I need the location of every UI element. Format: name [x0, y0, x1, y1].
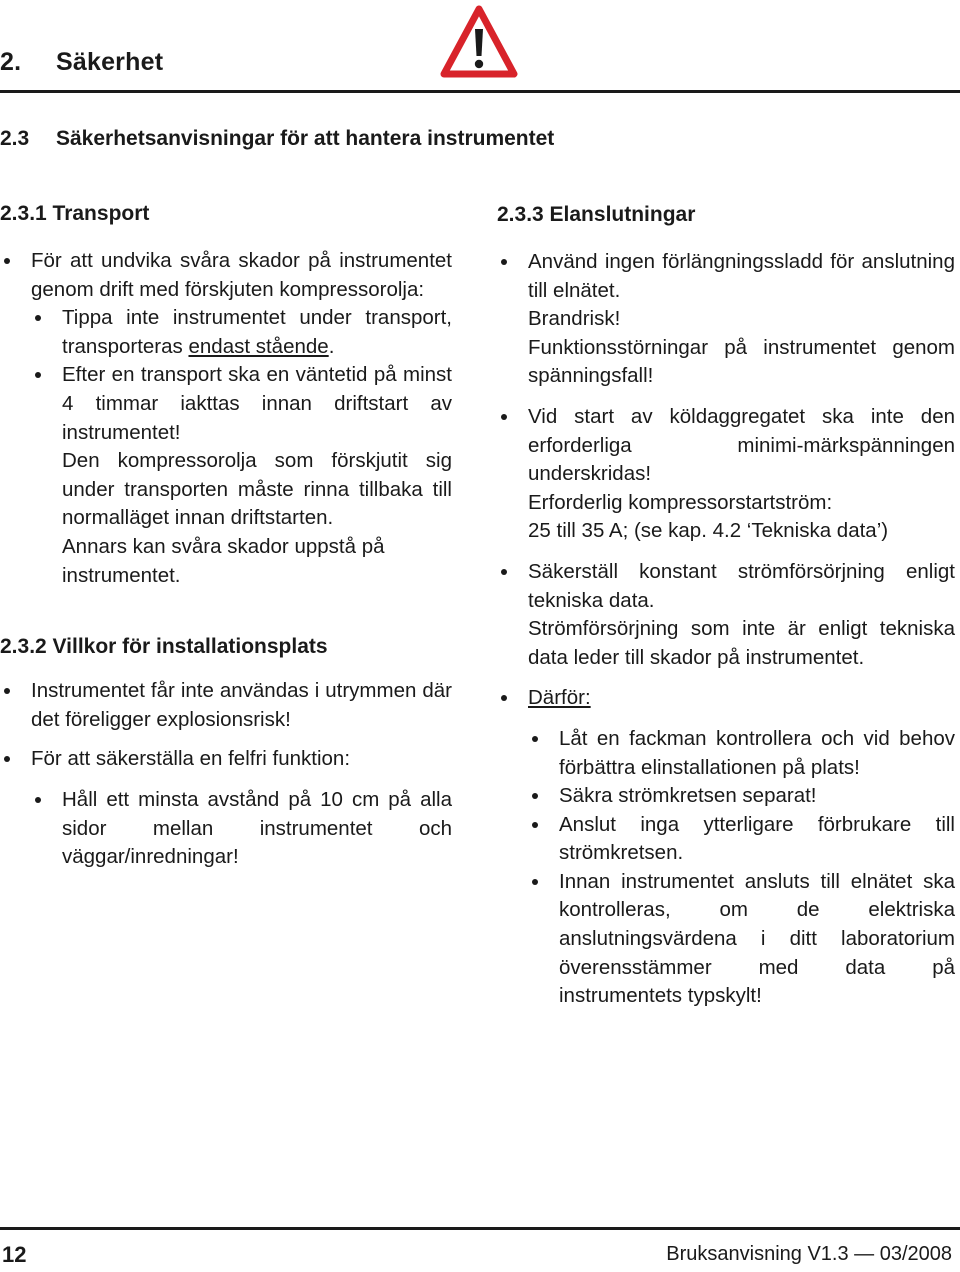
connections-bullet-3-p2: Strömförsörjning som inte är enligt tekniska data leder till skador på instrumentet.: [528, 617, 955, 669]
transport-bullet-text: För att undvika svåra skador på instrumentet genom drift med förskjuten kompressorolja:: [31, 249, 452, 301]
connections-sub-bullet-4: [528, 868, 955, 1011]
connections-sub-bullet-3: [528, 811, 955, 868]
section-number: 2.3: [0, 127, 30, 150]
connections-bullet-1: [497, 248, 955, 391]
transport-sub-1-text: [62, 304, 452, 361]
connections-bullet-4-text: Därför:: [528, 686, 591, 710]
transport-sub-2-p2: Den kompressorolja som förskjutit sig under transporten måste rinna tillbaka till normalläget innan driftstarten.: [62, 449, 452, 530]
installation-bullet-2: [0, 745, 452, 774]
connections-sub-4-text: Innan instrumentet ansluts till elnätet ska kontrolleras, om de elektriska anslutningsvärdena i ditt laboratorium överensstämmer med data på instrumentets typskylt!: [559, 869, 955, 1008]
connections-sub-bullet-1: [528, 725, 955, 782]
transport-sub-1-underlined: endast stående: [188, 334, 329, 358]
chapter-title: [0, 48, 163, 77]
installation-sub-text: Håll ett minsta avstånd på 10 cm på alla sidor mellan instrumentet och väggar/inredningar!: [62, 787, 452, 869]
connections-bullet-2: [497, 403, 955, 546]
connections-bullet-2-p1: Vid start av köldaggregatet ska inte den erforderliga minimi-märkspänningen underskridas!: [528, 404, 955, 486]
connections-bullet-3-p1: Säkerställ konstant strömförsörjning enligt tekniska data.: [528, 559, 955, 612]
connections-bullet-1-p2: Brandrisk!: [528, 307, 621, 331]
installation-bullet-1: [0, 677, 452, 734]
transport-bullet: [0, 247, 452, 304]
connections-bullet-1-p3: Funktionsstörningar på instrumentet genom spänningsfall!: [528, 335, 955, 388]
chapter-title-text: Säkerhet: [56, 48, 164, 76]
page-number: 12: [2, 1242, 27, 1267]
connections-bullet-4: [497, 684, 955, 713]
installation-bullet-1-text: Instrumentet får inte användas i utrymmen där det föreligger explosionsrisk!: [31, 679, 452, 731]
section-heading: [0, 127, 554, 151]
connections-bullet-2-p3: 25 till 35 A; (se kap. 4.2 ‘Tekniska data’): [528, 519, 889, 543]
connections-bullet-1-p1: Använd ingen förlängningssladd för anslutning till elnätet.: [528, 250, 955, 302]
connections-heading: 2.3.3 Elanslutningar: [497, 203, 696, 226]
transport-sub-2-p1: Efter en transport ska en väntetid på minst 4 timmar iakttas innan driftstart av instrumentet!: [62, 363, 452, 444]
document-info: Bruksanvisning V1.3 — 03/2008: [666, 1243, 952, 1265]
right-column: [497, 201, 955, 1011]
warning-triangle-icon: [440, 4, 518, 80]
transport-sub-bullet-2: [31, 361, 452, 590]
connections-sub-bullet-2: [528, 782, 955, 811]
connections-sub-3-text: Anslut inga ytterligare förbrukare till strömkretsen.: [559, 812, 955, 865]
chapter-number: 2.: [0, 48, 22, 76]
connections-bullet-2-p2: Erforderlig kompressorstartström:: [528, 490, 833, 514]
footer-rule: [0, 1227, 960, 1230]
installation-heading: 2.3.2 Villkor för installationsplats: [0, 635, 328, 659]
left-column: [0, 200, 452, 872]
connections-bullet-3: [497, 558, 955, 672]
connections-sub-1-text: Låt en fackman kontrollera och vid behov förbättra elinstallationen på plats!: [559, 726, 955, 779]
transport-sub-1-end: .: [328, 334, 335, 358]
transport-sub-1-start: Tippa inte instrumentet under transport, transporteras: [62, 306, 452, 358]
installation-bullet-2-text: För att säkerställa en felfri funktion:: [31, 747, 351, 771]
header-rule: [0, 90, 960, 93]
transport-heading: 2.3.1 Transport: [0, 202, 150, 225]
transport-sub-bullet-1: [31, 304, 452, 361]
section-title: Säkerhetsanvisningar för att hantera instrumentet: [56, 127, 555, 150]
transport-sub-2-p3: Annars kan svåra skador uppstå på instrumentet.: [62, 534, 385, 587]
installation-sub-bullet: [31, 786, 452, 872]
connections-sub-2-text: Säkra strömkretsen separat!: [559, 784, 817, 808]
